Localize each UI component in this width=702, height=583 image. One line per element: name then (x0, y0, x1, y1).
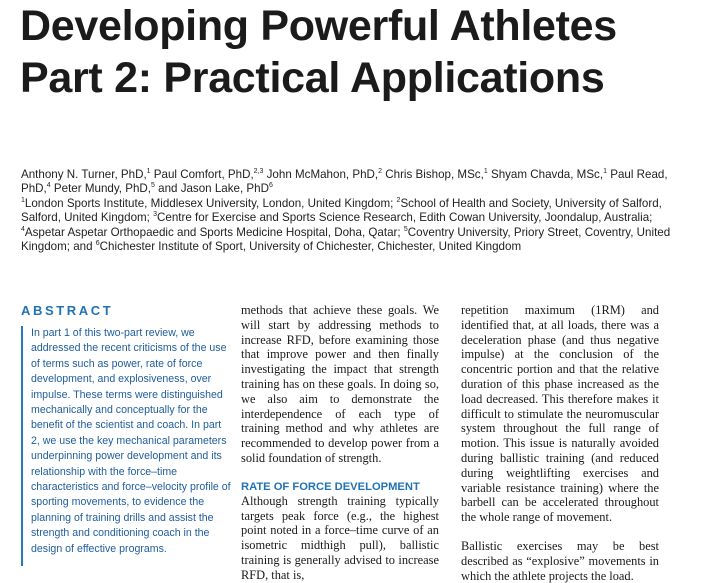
body-column-3 (461, 303, 659, 583)
author-name: Peter Mundy, PhD, (50, 182, 151, 196)
author-name: Chris Bishop, MSc, (382, 168, 484, 181)
author-name: Shyam Chavda, MSc, (487, 168, 604, 181)
abstract-text: In part 1 of this two-part review, we addressed the recent criticisms of the use of terms such as power, rate of force development, and explosiveness, over impulse. These terms were distinguished mechanically and conceptually for the benefit of the scientist and coach. In part 2, we use the key mechanical parameters underpinning power development and its relationship with the force–time characteristics and force–velocity profile of sporting movements, to evidence the planning of training drills and assist the strength and conditioning coach in the design of effective programs. (31, 327, 231, 555)
affiliation-marker: 1 (21, 197, 25, 205)
author-name: Paul Read, PhD, (21, 168, 668, 196)
affiliation-marker: 4 (21, 225, 25, 233)
author-list (21, 168, 685, 197)
body-paragraph: repetition maximum (1RM) and identified that, at all loads, there was a deceleration phase (and thus negative impulse) at the conclusion of the concentric portion and that the relative duration of this phase increased as the load decreased. This therefore makes it difficult to stimulate the neuromuscular system throughout the full range of motion. This issue is naturally avoided during ballistic training (and reduced during weightlifting exercises and variable resistance training) where the barbell can be accelerated throughout the whole range of movement. (461, 303, 659, 525)
affiliation-marker: 6 (95, 240, 100, 248)
affiliation-marker: 1 (603, 168, 607, 176)
affiliation-marker: 3 (153, 211, 158, 219)
affiliation-marker: 2 (396, 197, 401, 205)
affiliation-text: School of Health and Society, University of Salford, Salford, United Kingdom; (21, 197, 662, 225)
affiliations (21, 197, 685, 255)
body-paragraph: Although strength training typically targets peak force (e.g., the highest point noted in a force–time curve of an isometric midthigh pull), ballistic training is generally advised to increase RFD, that is, (241, 493, 439, 582)
affiliation-marker: 5 (403, 225, 408, 233)
article-title: Developing Powerful Athletes Part 2: Practical Applications (20, 2, 617, 102)
author-name: John McMahon, PhD, (263, 168, 379, 181)
affiliation-marker: 4 (46, 182, 51, 190)
affiliation-marker: 5 (151, 182, 155, 190)
abstract-heading: ABSTRACT (21, 303, 114, 318)
section-heading: RATE OF FORCE DEVELOPMENT (241, 480, 420, 493)
affiliation-marker: 1 (146, 168, 151, 176)
affiliation-text: London Sports Institute, Middlesex University, London, United Kingdom; (24, 197, 397, 210)
author-name: and Jason Lake, PhD (154, 182, 269, 196)
author-name: Anthony N. Turner, PhD, (21, 168, 147, 181)
author-name: Paul Comfort, PhD, (150, 168, 254, 181)
affiliation-marker: 2,3 (253, 168, 264, 176)
affiliation-text: Aspetar Aspetar Orthopaedic and Sports Medicine Hospital, Doha, Qatar; (24, 225, 404, 239)
body-paragraph: methods that achieve these goals. We will start by addressing methods to increase RFD, before examining those that improve power and then finally investigating the impact that strength training has on these goals. In doing so, we also aim to demonstrate the interdependence of each type of training method and why athletes are recommended to develop power from a solid foundation of strength. (241, 303, 439, 465)
affiliation-text: Coventry University, Priory Street, Coventry, United Kingdom; and (21, 225, 671, 254)
body-column-2 (241, 303, 439, 582)
body-paragraph: Ballistic exercises may be best described as “explosive” movements in which the athlete projects the load. (461, 538, 659, 583)
affiliation-marker: 2 (378, 168, 383, 176)
affiliation-marker: 6 (269, 182, 273, 190)
abstract-box (21, 326, 231, 566)
affiliation-marker: 1 (483, 168, 488, 176)
affiliation-text: Chichester Institute of Sport, University of Chichester, Chichester, United Kingdom (99, 240, 522, 254)
affiliation-text: Centre for Exercise and Sports Science Research, Edith Cowan University, Joondalup, Australia; (157, 211, 653, 225)
